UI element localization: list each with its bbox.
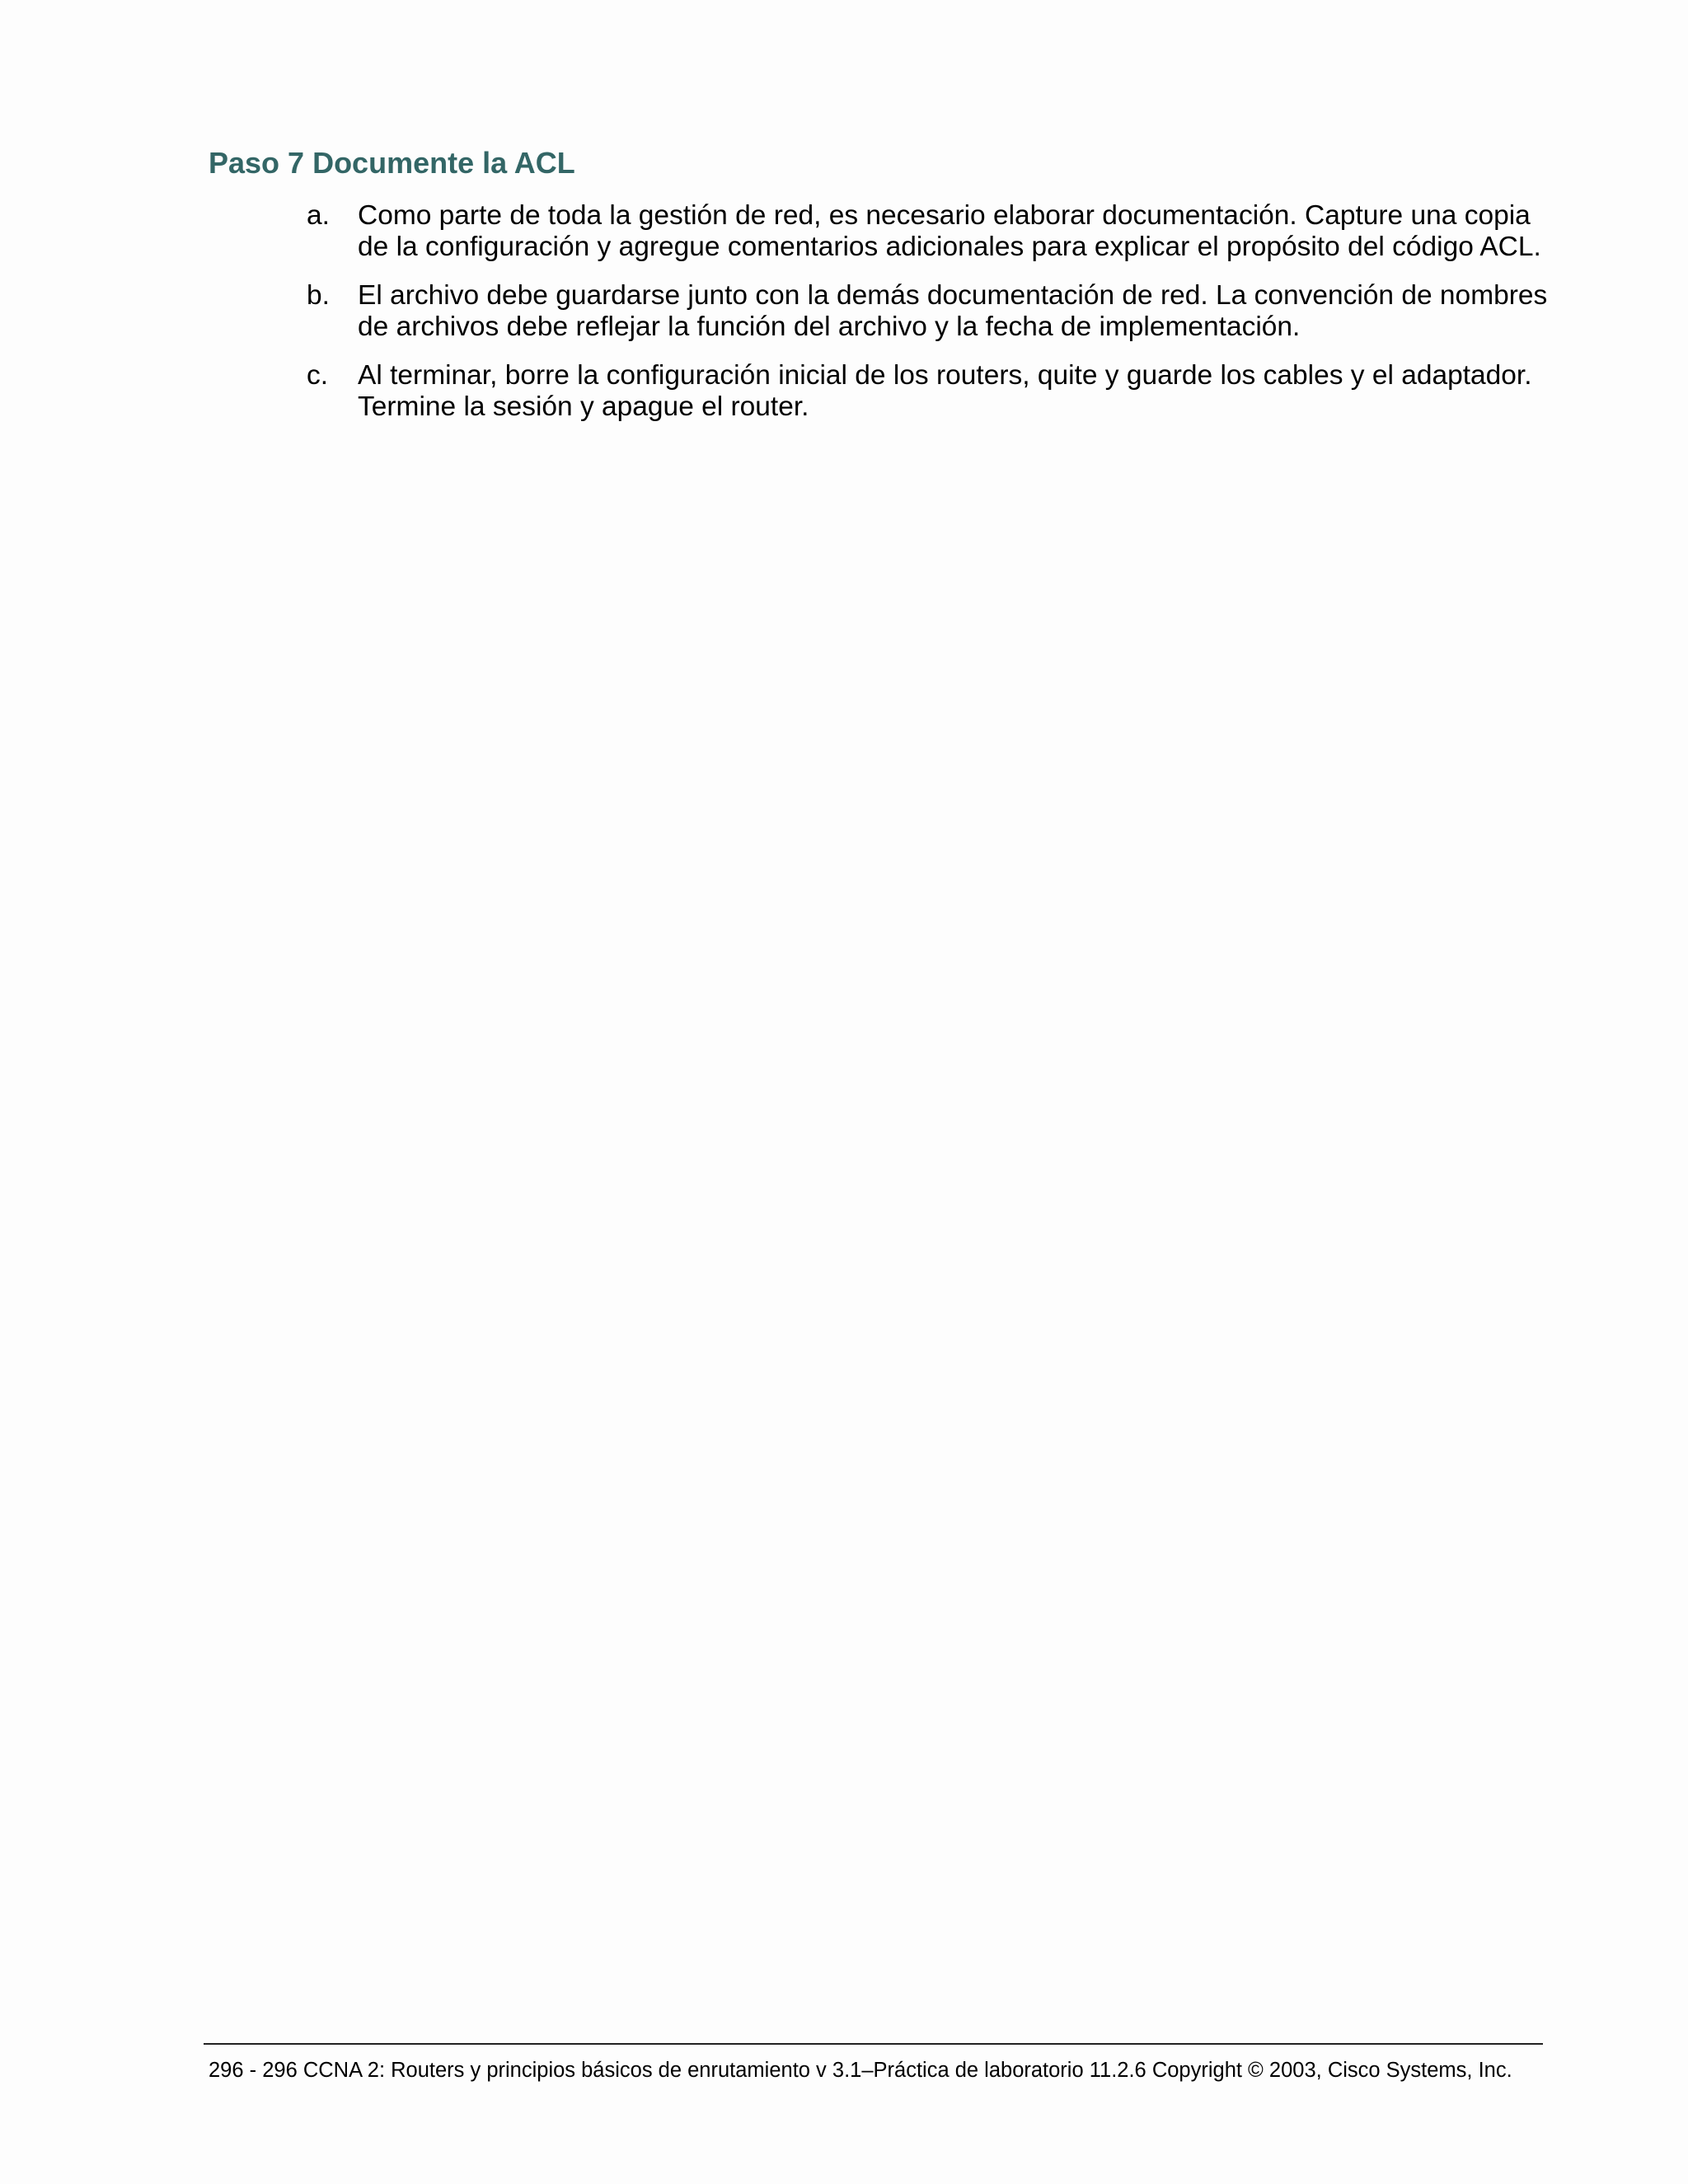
list-item-text: El archivo debe guardarse junto con la demás documentación de red. La convención de nombres de archivos debe reflejar la función del archivo y la fecha de implementación.: [358, 280, 1548, 342]
step-heading: Paso 7 Documente la ACL: [209, 146, 575, 180]
list-item: [307, 200, 1559, 263]
list-marker: b.: [307, 280, 330, 311]
list-item-text: Al terminar, borre la configuración inicial de los routers, quite y guarde los cables y el adaptador. Termine la sesión y apague el router.: [358, 360, 1532, 422]
step-instructions-list: [307, 200, 1559, 440]
list-item-text: Como parte de toda la gestión de red, es necesario elaborar documentación. Capture una copia de la configuración y agregue comentarios adicionales para explicar el propósito del código ACL.: [358, 200, 1541, 262]
list-marker: a.: [307, 200, 330, 231]
list-marker: c.: [307, 360, 329, 391]
footer-divider: [204, 2043, 1543, 2045]
page-footer: 296 - 296 CCNA 2: Routers y principios básicos de enrutamiento v 3.1–Práctica de laboratorio 11.2.6 Copyright © 2003, Cisco Systems, Inc.: [209, 2059, 1512, 2082]
list-item: [307, 280, 1559, 343]
list-item: [307, 360, 1559, 423]
